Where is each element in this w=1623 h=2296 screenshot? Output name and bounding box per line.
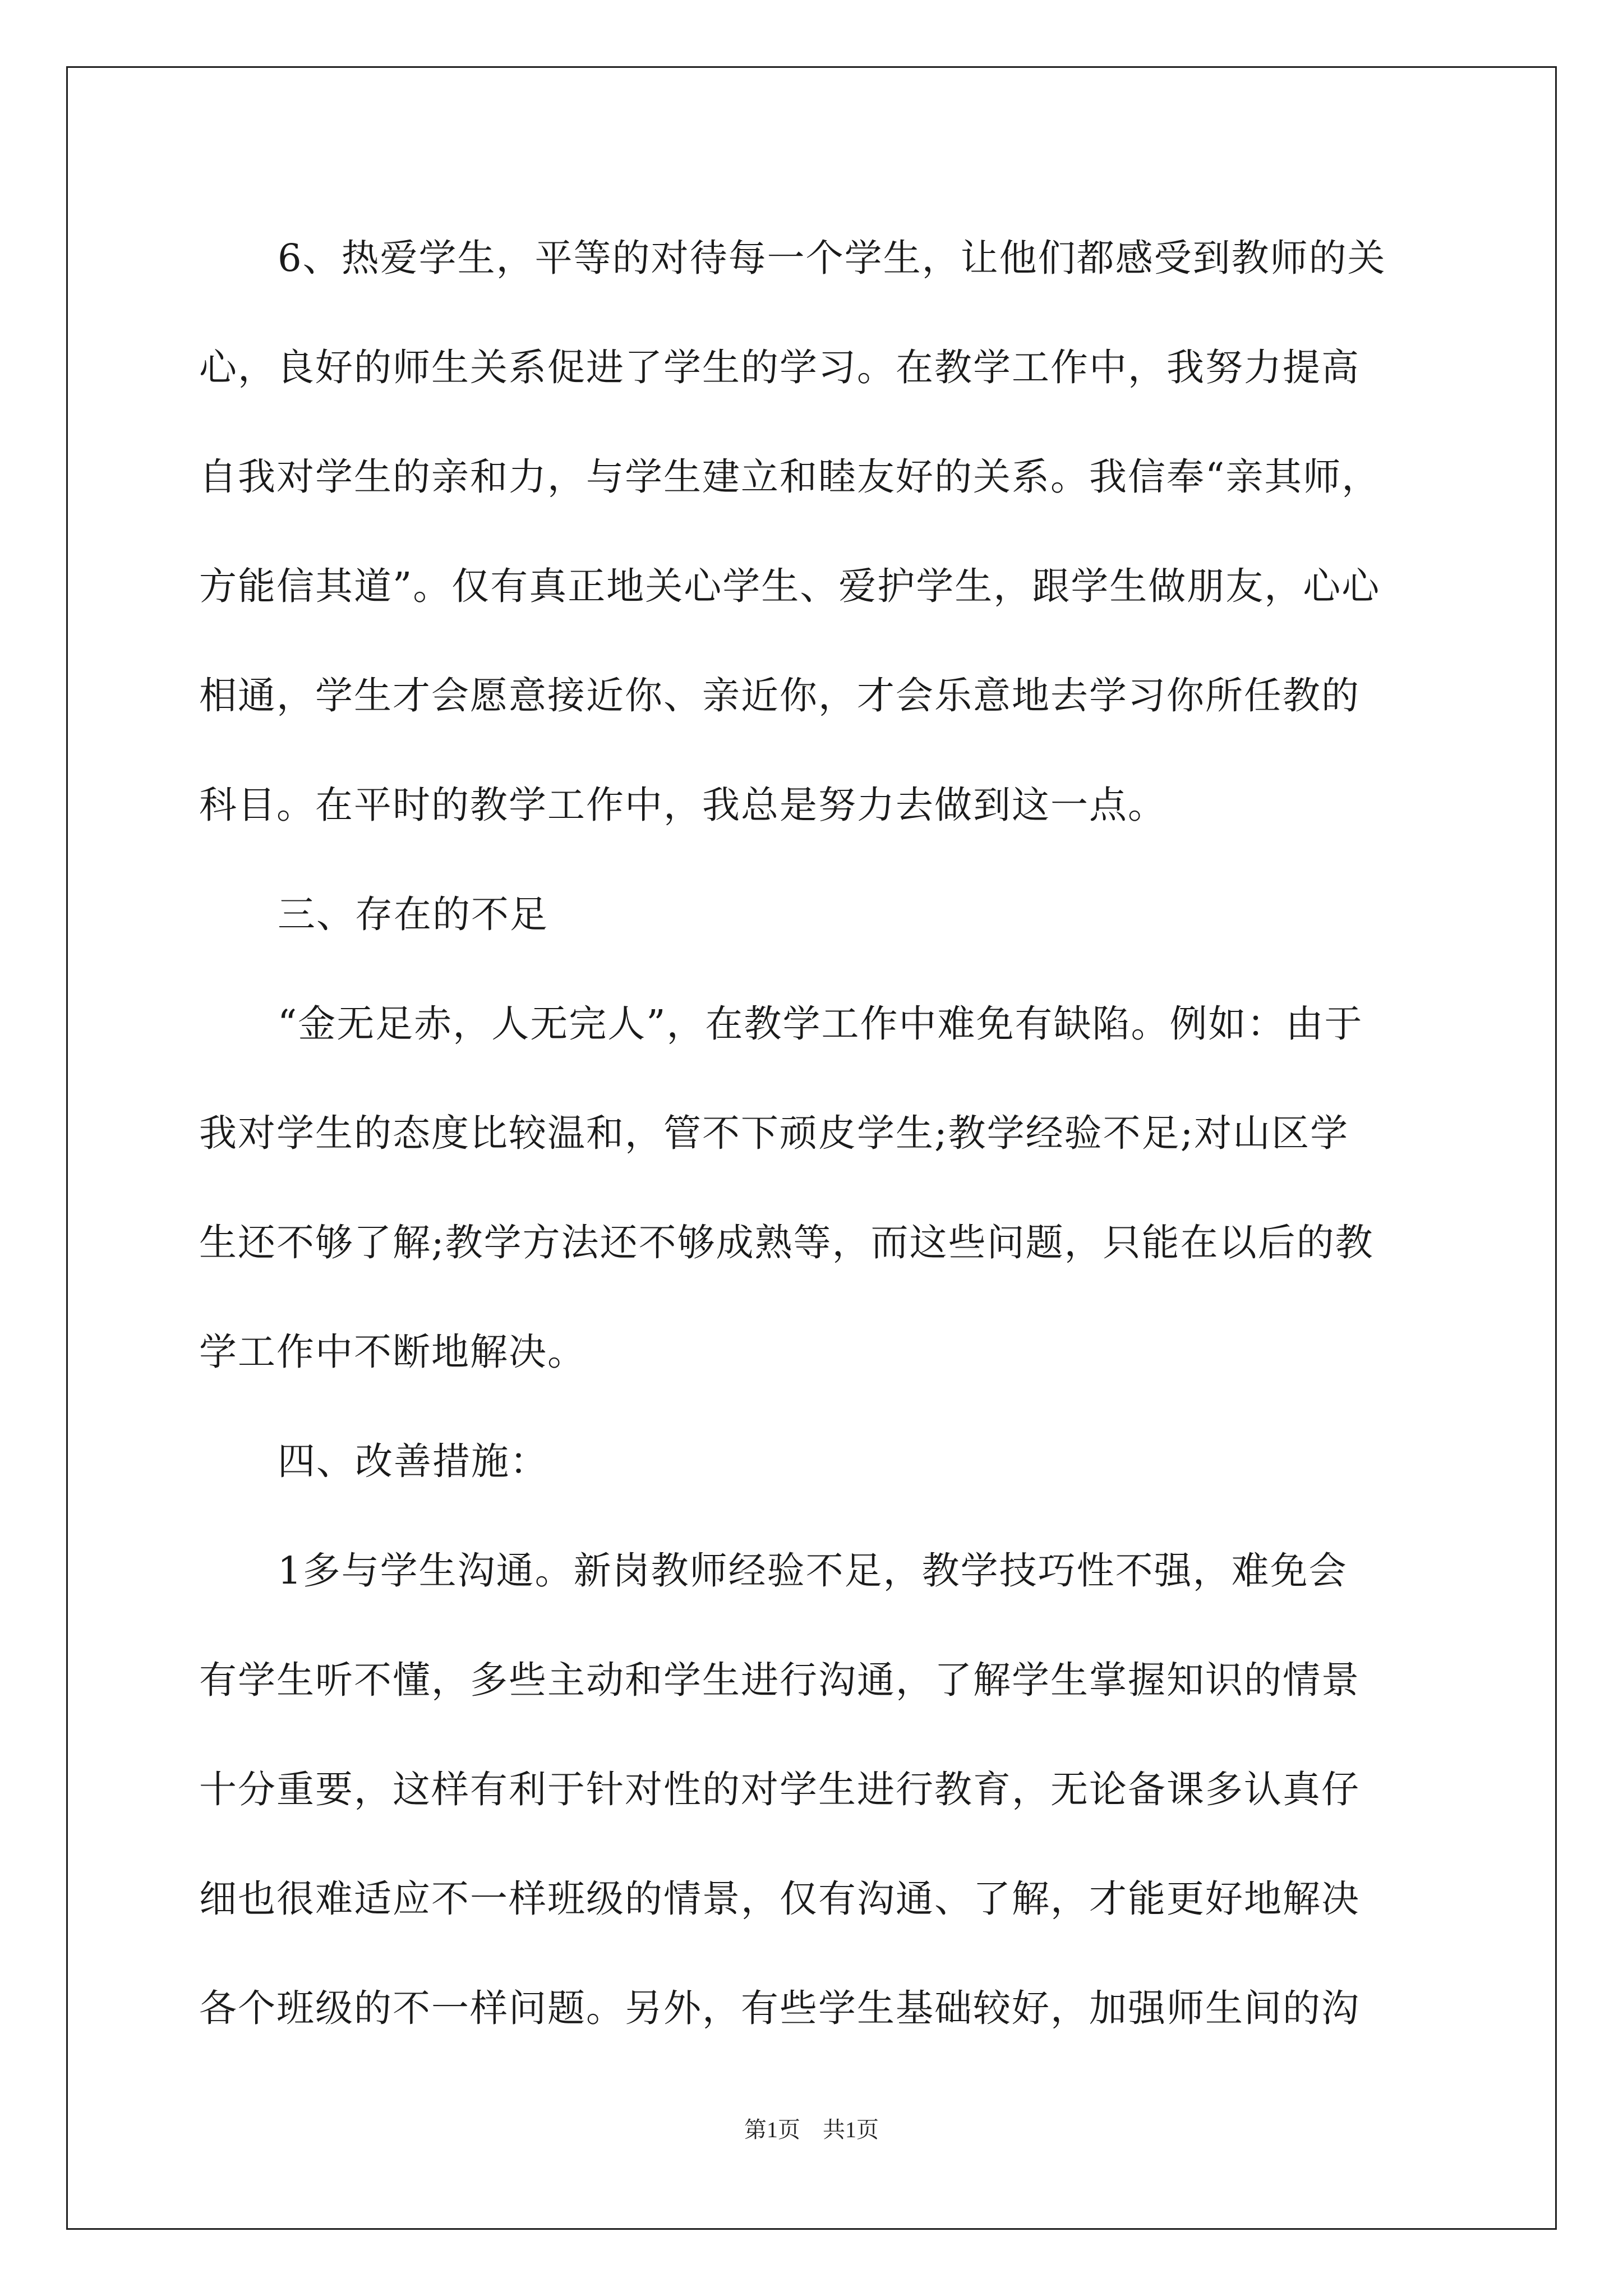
paragraph-line: 生还不够了解;教学方法还不够成熟等，而这些问题，只能在以后的教: [199, 1221, 1374, 1264]
paragraph-line: 有学生听不懂，多些主动和学生进行沟通，了解学生掌握知识的情景: [199, 1658, 1360, 1702]
page-footer: 第1页 共1页: [744, 2117, 879, 2142]
paragraph-line: 心，良好的师生关系促进了学生的学习。在教学工作中，我努力提高: [199, 346, 1360, 389]
paragraph-line: 我对学生的态度比较温和，管不下顽皮学生;教学经验不足;对山区学: [199, 1111, 1349, 1155]
paragraph-line: 十分重要，这样有利于针对性的对学生进行教育，无论备课多认真仔: [199, 1768, 1360, 1811]
paragraph-line: 方能信其道”。仅有真正地关心学生、爱护学生，跟学生做朋友，心心: [199, 564, 1381, 608]
paragraph-line: “金无足赤，人无完人”，在教学工作中难免有缺陷。例如：由于: [278, 1002, 1363, 1046]
paragraph-line: 自我对学生的亲和力，与学生建立和睦友好的关系。我信奉“亲其师，: [199, 455, 1381, 499]
paragraph-line: 细也很难适应不一样班级的情景，仅有沟通、了解，才能更好地解决: [199, 1877, 1360, 1921]
paragraph-line: 1多与学生沟通。新岗教师经验不足，教学技巧性不强，难免会: [278, 1549, 1348, 1593]
paragraph-line: 相通，学生才会愿意接近你、亲近你，才会乐意地去学习你所任教的: [199, 674, 1360, 717]
section-heading: 三、存在的不足: [278, 892, 548, 936]
paragraph-line: 学工作中不断地解决。: [199, 1330, 586, 1374]
paragraph-line: 科目。在平时的教学工作中，我总是努力去做到这一点。: [199, 783, 1166, 827]
paragraph-line: 各个班级的不一样问题。另外，有些学生基础较好，加强师生间的沟: [199, 1986, 1360, 2030]
section-heading: 四、改善措施：: [278, 1439, 548, 1483]
paragraph-line: 6、热爱学生，平等的对待每一个学生，让他们都感受到教师的关: [278, 236, 1386, 280]
